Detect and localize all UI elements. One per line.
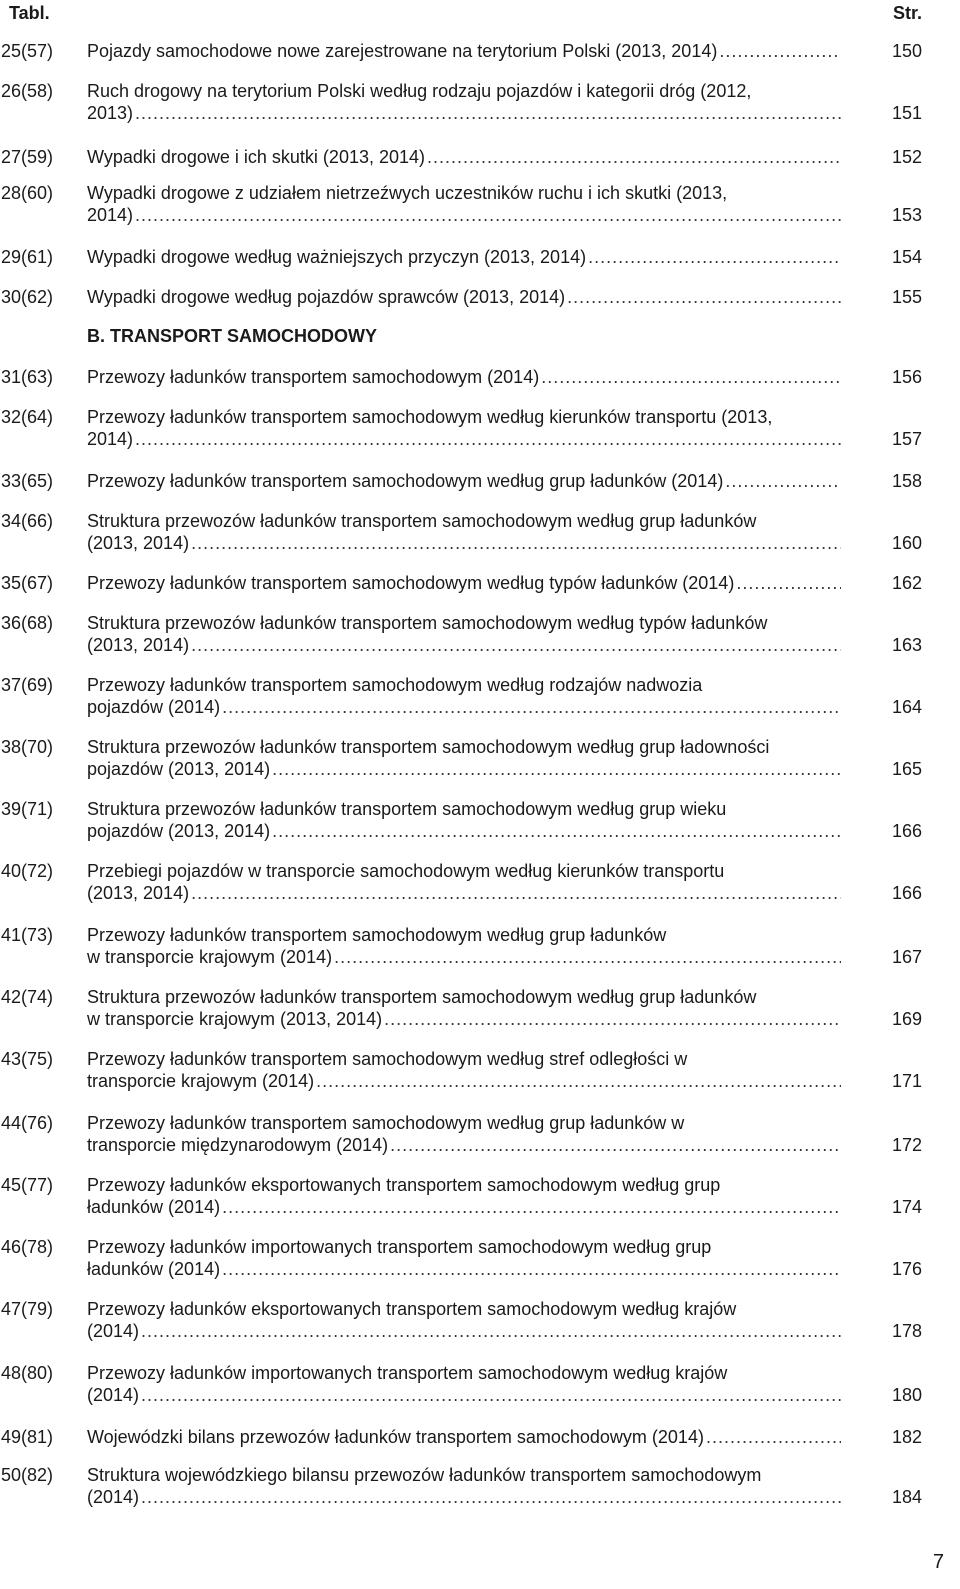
table-number: 25(57) (1, 41, 54, 61)
table-number: 45(77) (1, 1175, 54, 1195)
toc-entry[interactable] (0, 1236, 960, 1280)
entry-page-number: 176 (891, 1259, 922, 1279)
entry-page-number: 155 (891, 287, 922, 307)
entry-page-number: 150 (891, 41, 922, 61)
dot-leader (272, 758, 841, 780)
toc-entry[interactable] (0, 674, 960, 718)
toc-entry[interactable] (0, 146, 960, 168)
entry-page-number: 174 (891, 1197, 922, 1217)
dot-leader (135, 204, 841, 226)
table-number: 48(80) (1, 1363, 54, 1383)
entry-page-number: 171 (891, 1071, 922, 1091)
entry-page-number: 165 (891, 759, 922, 779)
toc-entry[interactable] (0, 470, 960, 492)
entry-title-line: Struktura przewozów ładunków transportem samochodowym według grup ładunków (87, 987, 757, 1007)
toc-entry[interactable] (0, 1464, 960, 1508)
table-number: 34(66) (1, 511, 54, 531)
entry-title-line: (2013, 2014) (87, 635, 190, 655)
entry-title-line: Wypadki drogowe według pojazdów sprawców (2013, 2014) (87, 287, 566, 307)
table-number: 31(63) (1, 367, 54, 387)
entry-title-line: pojazdów (2013, 2014) (87, 759, 271, 779)
toc-entry[interactable] (0, 182, 960, 226)
entry-title-line: (2013, 2014) (87, 883, 190, 903)
entry-title-line: (2014) (87, 1321, 140, 1341)
entry-title-line: Przewozy ładunków transportem samochodowym według typów ładunków (2014) (87, 573, 735, 593)
entry-title-line: w transporcie krajowym (2013, 2014) (87, 1009, 383, 1029)
header-table-label: Tabl. (9, 3, 50, 23)
toc-entry[interactable] (0, 986, 960, 1030)
table-number: 36(68) (1, 613, 54, 633)
entry-title-line: Przewozy ładunków transportem samochodowym według kierunków transportu (2013, (87, 407, 773, 427)
entry-title (87, 1174, 841, 1218)
entry-page-number: 157 (891, 429, 922, 449)
table-number: 49(81) (1, 1427, 54, 1447)
dot-leader (191, 532, 841, 554)
entry-title (87, 286, 841, 308)
toc-entry[interactable] (0, 286, 960, 308)
entry-title (87, 40, 841, 62)
table-number: 38(70) (1, 737, 54, 757)
entry-page-number: 151 (891, 103, 922, 123)
entry-title-line: Przewozy ładunków transportem samochodowym według rodzajów nadwozia (87, 675, 703, 695)
dot-leader (706, 1426, 841, 1448)
entry-title (87, 1464, 841, 1508)
table-number: 43(75) (1, 1049, 54, 1069)
entry-page-number: 153 (891, 205, 922, 225)
entry-title-line: w transporcie krajowym (2014) (87, 947, 333, 967)
toc-entry[interactable] (0, 1112, 960, 1156)
dot-leader (135, 102, 841, 124)
entry-page-number: 184 (891, 1487, 922, 1507)
entry-title (87, 182, 841, 226)
entry-title (87, 470, 841, 492)
entry-title-line: transporcie krajowym (2014) (87, 1071, 315, 1091)
dot-leader (141, 1486, 841, 1508)
table-number: 30(62) (1, 287, 54, 307)
entry-title (87, 798, 841, 842)
entry-title-line: Wypadki drogowe według ważniejszych przyczyn (2013, 2014) (87, 247, 587, 267)
table-number: 32(64) (1, 407, 54, 427)
dot-leader (222, 1258, 841, 1280)
dot-leader (390, 1134, 841, 1156)
entry-title-line: Przewozy ładunków transportem samochodowym według grup ładunków w (87, 1113, 685, 1133)
entry-title (87, 406, 841, 450)
entry-title (87, 1236, 841, 1280)
entry-title-line: transporcie międzynarodowym (2014) (87, 1135, 389, 1155)
entry-title-line: ładunków (2014) (87, 1259, 221, 1279)
dot-leader (427, 146, 841, 168)
toc-entry[interactable] (0, 1298, 960, 1342)
entry-title-line: Pojazdy samochodowe nowe zarejestrowane na terytorium Polski (2013, 2014) (87, 41, 718, 61)
entry-title-line: Ruch drogowy na terytorium Polski według rodzaju pojazdów i kategorii dróg (2012, (87, 81, 752, 101)
entry-page-number: 160 (891, 533, 922, 553)
entry-title (87, 510, 841, 554)
section-heading: B. TRANSPORT SAMOCHODOWY (87, 326, 377, 346)
dot-leader (588, 246, 841, 268)
toc-entry[interactable] (0, 406, 960, 450)
dot-leader (725, 470, 841, 492)
table-number: 44(76) (1, 1113, 54, 1133)
dot-leader (334, 946, 841, 968)
header-page-label: Str. (892, 3, 922, 23)
dot-leader (567, 286, 841, 308)
entry-page-number: 178 (891, 1321, 922, 1341)
entry-title-line: Struktura przewozów ładunków transportem samochodowym według typów ładunków (87, 613, 768, 633)
entry-title-line: 2013) (87, 103, 134, 123)
entry-page-number: 154 (891, 247, 922, 267)
entry-title-line: Struktura wojewódzkiego bilansu przewozów ładunków transportem samochodowym (87, 1465, 762, 1485)
entry-title-line: Struktura przewozów ładunków transportem samochodowym według grup ładowności (87, 737, 770, 757)
entry-page-number: 156 (891, 367, 922, 387)
entry-title (87, 612, 841, 656)
table-number: 42(74) (1, 987, 54, 1007)
entry-title-line: Przebiegi pojazdów w transporcie samochodowym według kierunków transportu (87, 861, 725, 881)
table-number: 46(78) (1, 1237, 54, 1257)
entry-title-line: Struktura przewozów ładunków transportem samochodowym według grup wieku (87, 799, 727, 819)
entry-title-line: (2013, 2014) (87, 533, 190, 553)
entry-title (87, 924, 841, 968)
dot-leader (191, 882, 841, 904)
entry-title-line: pojazdów (2013, 2014) (87, 821, 271, 841)
entry-page-number: 172 (891, 1135, 922, 1155)
entry-title-line: ładunków (2014) (87, 1197, 221, 1217)
entry-title (87, 860, 841, 904)
toc-entry[interactable] (0, 1426, 960, 1448)
entry-title-line: Przewozy ładunków transportem samochodowym według grup ładunków (2014) (87, 471, 724, 491)
entry-title-line: pojazdów (2014) (87, 697, 221, 717)
entry-title (87, 986, 841, 1030)
entry-title (87, 1426, 841, 1448)
table-number: 26(58) (1, 81, 54, 101)
table-number: 47(79) (1, 1299, 54, 1319)
entry-title-line: Przewozy ładunków transportem samochodowym według stref odległości w (87, 1049, 688, 1069)
entry-title (87, 674, 841, 718)
toc-entry[interactable] (0, 924, 960, 968)
toc-entry[interactable] (0, 1174, 960, 1218)
entry-title (87, 572, 841, 594)
toc-entry[interactable] (0, 860, 960, 904)
entry-page-number: 163 (891, 635, 922, 655)
entry-title-line: Wypadki drogowe z udziałem nietrzeźwych uczestników ruchu i ich skutki (2013, (87, 183, 728, 203)
dot-leader (141, 1384, 841, 1406)
dot-leader (384, 1008, 841, 1030)
table-number: 33(65) (1, 471, 54, 491)
entry-title (87, 80, 841, 124)
dot-leader (222, 696, 841, 718)
toc-entry[interactable] (0, 40, 960, 62)
entry-title-line: (2014) (87, 1385, 140, 1405)
table-number: 39(71) (1, 799, 54, 819)
entry-title-line: (2014) (87, 1487, 140, 1507)
entry-title (87, 1298, 841, 1342)
toc-entry[interactable] (0, 510, 960, 554)
dot-leader (736, 572, 841, 594)
dot-leader (222, 1196, 841, 1218)
toc-entry[interactable] (0, 572, 960, 594)
dot-leader (141, 1320, 841, 1342)
entry-title-line: Przewozy ładunków eksportowanych transportem samochodowym według grup (87, 1175, 721, 1195)
toc-entry[interactable] (0, 798, 960, 842)
toc-entry[interactable] (0, 1048, 960, 1092)
entry-title-line: Przewozy ładunków eksportowanych transportem samochodowym według krajów (87, 1299, 737, 1319)
entry-title (87, 1048, 841, 1092)
toc-entry[interactable] (0, 80, 960, 124)
dot-leader (272, 820, 841, 842)
table-number: 40(72) (1, 861, 54, 881)
entry-page-number: 169 (891, 1009, 922, 1029)
dot-leader (541, 366, 841, 388)
entry-page-number: 182 (891, 1427, 922, 1447)
entry-page-number: 162 (891, 573, 922, 593)
entry-title-line: Wypadki drogowe i ich skutki (2013, 2014) (87, 147, 426, 167)
entry-page-number: 180 (891, 1385, 922, 1405)
table-number: 29(61) (1, 247, 54, 267)
dot-leader (316, 1070, 841, 1092)
toc-entry[interactable] (0, 366, 960, 388)
dot-leader (719, 40, 841, 62)
toc-entry[interactable] (0, 612, 960, 656)
table-number: 27(59) (1, 147, 54, 167)
table-number: 37(69) (1, 675, 54, 695)
table-number: 35(67) (1, 573, 54, 593)
table-number: 50(82) (1, 1465, 54, 1485)
entry-title-line: Struktura przewozów ładunków transportem samochodowym według grup ładunków (87, 511, 757, 531)
entry-title-line: 2014) (87, 205, 134, 225)
entry-title-line: Przewozy ładunków transportem samochodowym (2014) (87, 367, 540, 387)
entry-title-line: Wojewódzki bilans przewozów ładunków transportem samochodowym (2014) (87, 1427, 704, 1447)
entry-title (87, 736, 841, 780)
entry-title (87, 366, 841, 388)
entry-page-number: 166 (891, 821, 922, 841)
entry-title-line: Przewozy ładunków transportem samochodowym według grup ładunków (87, 925, 667, 945)
toc-entry[interactable] (0, 246, 960, 268)
entry-title-line: 2014) (87, 429, 134, 449)
table-number: 28(60) (1, 183, 54, 203)
dot-leader (191, 634, 841, 656)
toc-entry[interactable] (0, 736, 960, 780)
entry-title-line: Przewozy ładunków importowanych transportem samochodowym według grup (87, 1237, 712, 1257)
entry-page-number: 152 (891, 147, 922, 167)
entry-page-number: 166 (891, 883, 922, 903)
toc-entry[interactable] (0, 1362, 960, 1406)
entry-title (87, 1112, 841, 1156)
table-number: 41(73) (1, 925, 54, 945)
entry-page-number: 164 (891, 697, 922, 717)
entry-title (87, 1362, 841, 1406)
entry-title (87, 146, 841, 168)
entry-page-number: 158 (891, 471, 922, 491)
entry-page-number: 167 (891, 947, 922, 967)
entry-title (87, 246, 841, 268)
dot-leader (135, 428, 841, 450)
page-number: 7 (932, 1551, 944, 1573)
entry-title-line: Przewozy ładunków importowanych transportem samochodowym według krajów (87, 1363, 728, 1383)
